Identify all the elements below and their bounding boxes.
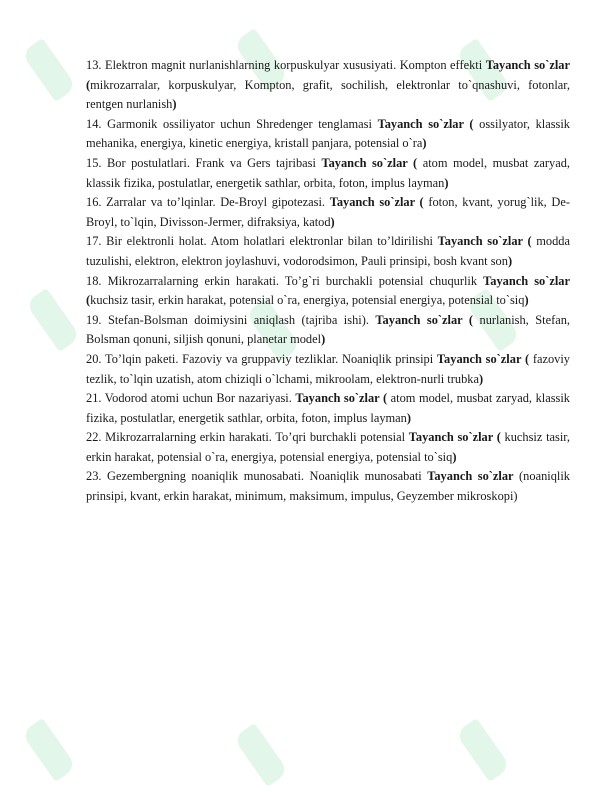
keywords-label: Tayanch so`zlar (	[86, 58, 570, 92]
topic-item: 19. Stefan-Bolsman doimiysini aniqlash (tajriba ishi). Tayanch so`zlar ( nurlanish, Stefan, Bolsman qonuni, siljish qonuni, planetar model)	[86, 312, 570, 347]
topic-item: 21. Vodorod atomi uchun Bor nazariyasi. Tayanch so`zlar ( atom model, musbat zaryad, klassik fizika, postulatlar, energetik sathlar, orbita, foton, implus layman)	[86, 391, 570, 425]
keywords-label: Tayanch so`zlar (	[377, 116, 474, 131]
keywords-label: Tayanch so`zlar (	[321, 155, 418, 170]
topic-item: 23. Gezembergning noaniqlik munosabati. Noaniqlik munosabati Tayanch so`zlar (noaniqlik prinsipi, kvant, erkin harakat, minimum, maksimum, impulus, Geyzember mikroskopi)	[86, 469, 570, 504]
keywords-label: Tayanch so`zlar (	[375, 312, 474, 327]
keywords-label: Tayanch so`zlar (	[408, 430, 501, 445]
topic-item: 13. Elektron magnit nurlanishlarning korpuskulyar xususiyati. Kompton effekti Tayanch so`zlar (mikrozarralar, korpuskulyar, Kompton, grafit, sochilish, elektronlar to`qnashuvi, fotonlar, rentgen nurlanish)	[86, 58, 570, 112]
topic-item: 18. Mikrozarralarning erkin harakati. To’g`ri burchakli potensial chuqurlik Tayanch so`zlar (kuchsiz tasir, erkin harakat, potensial o`ra, energiya, potensial energiya, potensial to`siq)	[86, 273, 570, 308]
keywords-label: Tayanch so`zlar (	[329, 195, 424, 210]
watermark-logo-icon	[21, 718, 77, 782]
topic-item: 22. Mikrozarralarning erkin harakati. To’qri burchakli potensial Tayanch so`zlar ( kuchsiz tasir, erkin harakat, potensial o`ra, energiya, potensial energiya, potensial to`siq)	[86, 430, 571, 464]
document-body	[86, 56, 570, 507]
watermark-logo-icon	[25, 288, 81, 352]
keywords-label: Tayanch so`zlar (	[437, 234, 532, 249]
topic-item: 16. Zarralar va to’lqinlar. De-Broyl gipotezasi. Tayanch so`zlar ( foton, kvant, yorug`lik, De-Broyl, to`lqin, Divisson-Jermer, difraksiya, katod)	[86, 195, 570, 229]
watermark-logo-icon	[233, 723, 289, 787]
topic-item: 20. To’lqin paketi. Fazoviy va gruppaviy tezliklar. Noaniqlik prinsipi Tayanch so`zlar ( fazoviy tezlik, to`lqin uzatish, atom chiziqli o`lchami, mikroolam, elektron-nurli trubka)	[86, 351, 570, 386]
keywords-label: Tayanch so`zlar (	[436, 351, 530, 366]
keywords-label: Tayanch so`zlar	[427, 469, 514, 484]
topic-item: 17. Bir elektronli holat. Atom holatlari elektronlar bilan to’ldirilishi Tayanch so`zlar ( modda tuzulishi, elektron, elektron joylashuvi, vodorodsimon, Pauli prinsipi, bosh kvant son)	[86, 234, 571, 268]
watermark-logo-icon	[455, 718, 511, 782]
keywords-label: Tayanch so`zlar (	[295, 391, 388, 406]
keywords-label: Tayanch so`zlar (	[86, 273, 570, 308]
watermark-logo-icon	[21, 38, 77, 102]
topic-item: 14. Garmonik ossiliyator uchun Shredenger tenglamasi Tayanch so`zlar ( ossilyator, klassik mehanika, energiya, kinetic energiya, kristall panjara, potensial o`ra)	[86, 116, 570, 151]
topic-item: 15. Bor postulatlari. Frank va Gers tajribasi Tayanch so`zlar ( atom model, musbat zaryad, klassik fizika, postulatlar, energetik sathlar, orbita, foton, implus layman)	[86, 155, 571, 190]
